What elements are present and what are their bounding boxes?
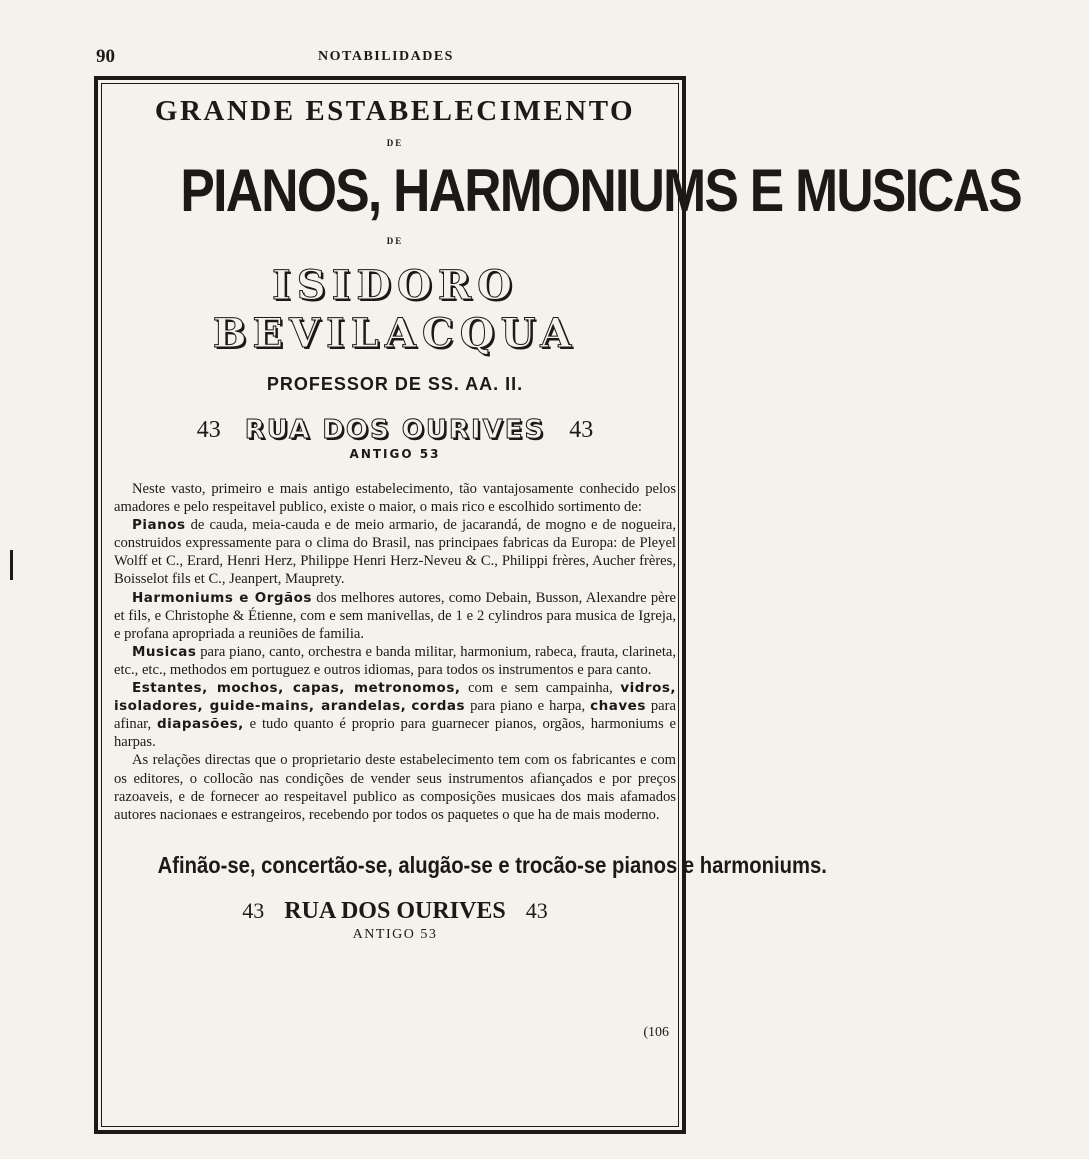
pianos-text: de cauda, meia-cauda e de meio armario, de jacarandá, de mogno e de nogueira, construidos expressamente para o clima do Brasil, nas principaes fabricas da Europa: de Pleyel Wolff et C., Erard, Henri Herz, Philippe Henri Herz-Neveu & C., Philippi frères, Aucher frères, Boisselot fils et C., Jeanpert, Mauprety.: [114, 517, 677, 588]
cordas-text: para piano e harpa,: [470, 698, 586, 715]
street-number-right: 43: [569, 417, 594, 443]
musicas-text: para piano, canto, orchestra e banda militar, harmonium, rabeca, frauta, clarineta, etc., etc., methodos em portuguez e outros idiomas, para todos os instrumentos e para canto.: [114, 643, 676, 678]
cordas-label: cordas: [411, 698, 466, 715]
estantes-text-1: com e sem campainha,: [468, 680, 613, 697]
heading-de-2: DE: [386, 236, 404, 246]
heading-establishment: GRANDE ESTABELECIMENTO: [154, 95, 636, 127]
estantes-paragraph: [114, 679, 676, 751]
footer-number-left: 43: [242, 897, 265, 923]
advert-content: [112, 84, 1021, 944]
intro-paragraph: Neste vasto, primeiro e mais antigo estabelecimento, tão vantajosamente conhecido pelos amadores e pelo respeitavel publico, existe o maior, o mais rico e escolhido sortimento de:: [114, 481, 676, 516]
page-number: 90: [96, 46, 115, 67]
estantes-label: Estantes, mochos, capas, metronomos,: [132, 680, 461, 697]
proprietor-name: ISIDORO BEVILACQUA: [212, 262, 578, 357]
relacoes-paragraph: As relações directas que o proprietario deste estabelecimento tem com os fabricantes e com os editores, o collocão nas condições de vender seus instrumentos afiançados e por preços razoaveis, e de fornecer ao respeitavel publico as composições musicaes dos mais afamados autores nacionaes e estrangeiros, recebendo por todos os paquetes o que ha de mais moderno.: [114, 752, 676, 823]
street-name: RUA DOS OURIVES: [244, 415, 546, 445]
footer-address: [112, 896, 678, 926]
harmoniums-label: Harmoniums e Orgãos: [132, 589, 312, 606]
harmoniums-text: dos melhores autores, como Debain, Busson, Alexandre père et fils, e Christophe & Étienne, com e sem manivellas, de 1 e 2 cylindros para musica de Igreja, e profana apropriada a reuniões de familia.: [114, 589, 676, 642]
footer-street-name: RUA DOS OURIVES: [284, 897, 506, 924]
heading-pianos: PIANOS, HARMONIUMS E MUSICAS: [180, 157, 1021, 224]
heading-de-1: DE: [386, 138, 404, 148]
page-header: [96, 46, 676, 70]
pianos-paragraph: [114, 516, 676, 588]
catalog-number: (106: [643, 1025, 669, 1040]
vidros-label: vidros, isoladores, guide-mains, arandelas,: [114, 680, 677, 715]
chaves-label: chaves: [590, 698, 646, 715]
services-line: Afinão-se, concertão-se, alugão-se e trocão-se pianos e harmoniums.: [157, 851, 827, 878]
old-address: ANTIGO 53: [349, 447, 441, 461]
professor-title: PROFESSOR DE SS. AA. II.: [266, 374, 524, 394]
footer-old-address: ANTIGO 53: [352, 926, 438, 942]
musicas-paragraph: [114, 643, 676, 679]
estantes-text-2: e tudo quanto é proprio para guarnecer pianos, orgãos, harmoniums e harpas.: [114, 716, 676, 751]
pianos-label: Pianos: [132, 517, 186, 534]
running-title: NOTABILIDADES: [318, 49, 454, 64]
advert-body: [114, 480, 676, 824]
chaves-text: para afinar,: [114, 698, 676, 733]
footer-number-right: 43: [525, 897, 548, 923]
musicas-label: Musicas: [132, 643, 197, 660]
street-number-left: 43: [196, 417, 221, 443]
diapasoes-label: diapasões,: [156, 716, 244, 733]
harmoniums-paragraph: [114, 589, 676, 643]
street-address: [112, 414, 678, 446]
margin-mark: [10, 550, 13, 580]
